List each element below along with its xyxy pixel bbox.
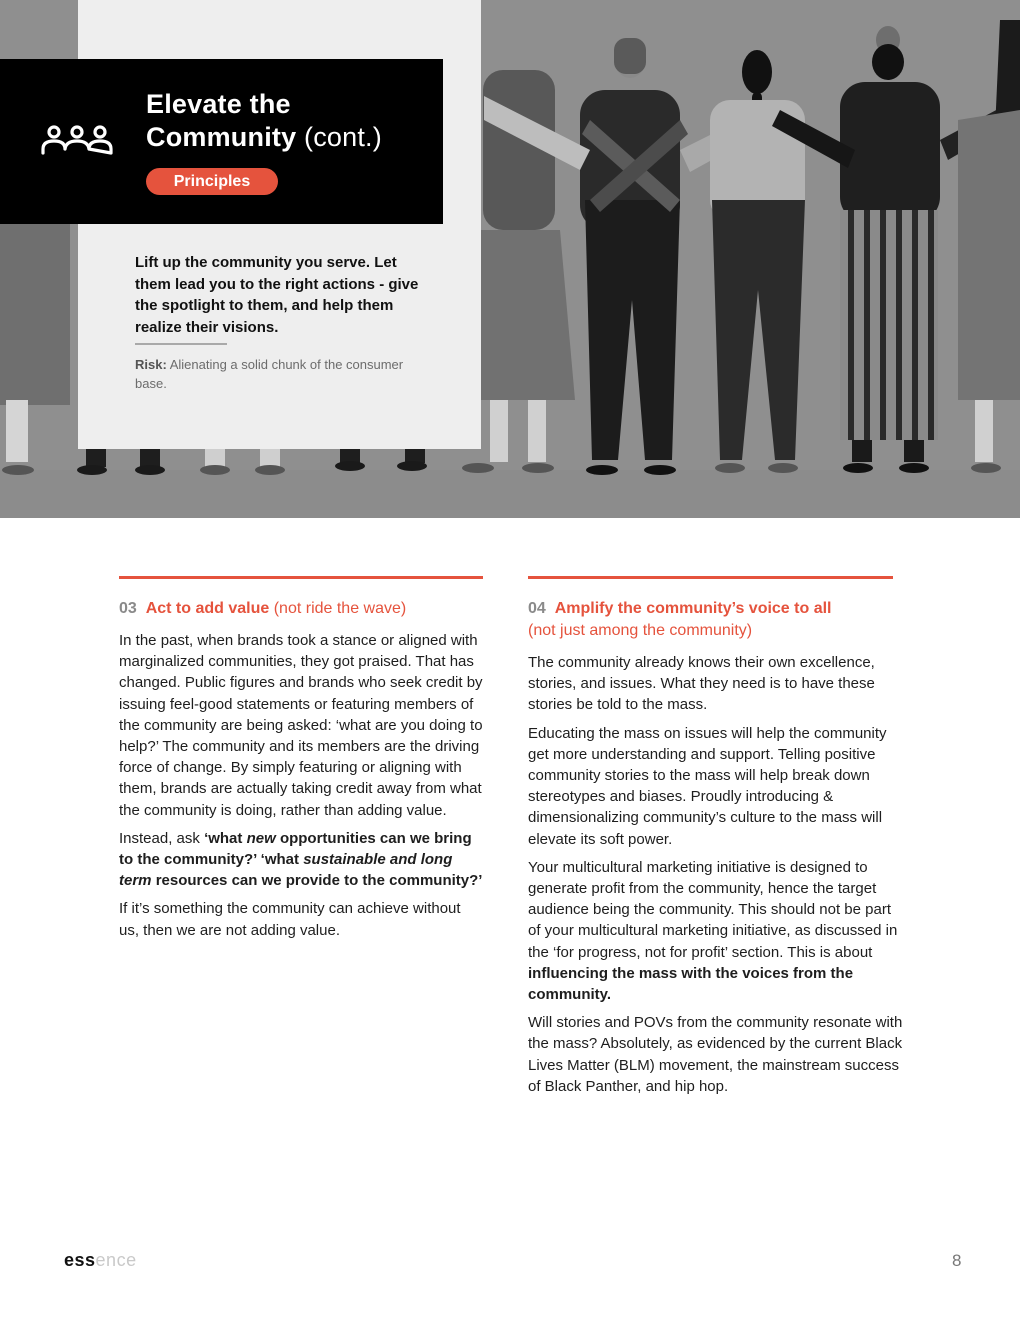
risk-label: Risk:	[135, 357, 167, 372]
section-title: Amplify the community’s voice to all	[554, 600, 832, 617]
paragraph: If it’s something the community can achieve without us, then we are not adding value.	[119, 900, 461, 939]
section-divider	[119, 576, 483, 579]
paragraph: Will stories and POVs from the community resonate with the mass? Absolutely, as evidenced by the current Black Lives Matter (BLM) movement, the mainstream success of Black Panther, and hip hop.	[528, 1014, 903, 1095]
section-heading	[528, 598, 906, 642]
section-divider	[528, 576, 893, 579]
person-figure-left	[0, 220, 70, 475]
paragraph: Your multicultural marketing initiative is designed to generate profit from the community, hence the target audience being the community. This should not be part of your multicultural marketing initiative, as discussed in the ‘for progress, not for profit’ section. This is about influencing the mass with the voices from the community.	[528, 858, 898, 1004]
section-title: Act to add value	[145, 600, 270, 617]
page-number: 8	[952, 1251, 962, 1270]
divider	[135, 343, 227, 345]
risk-text: Alienating a solid chunk of the consumer base.	[135, 357, 404, 391]
paragraph: In the past, when brands took a stance or aligned with marginalized communities, they got praised. That has changed. Public figures and brands who seek credit by issuing feel-good statements or featuring members of the community are being asked: ‘what are you doing to help?’ The community and its members are the driving force of change. By simply featuring or aligning with them, brands are actually taking credit away from what the community is doing, rather than adding value.	[119, 632, 483, 819]
person-figure-braids	[710, 50, 805, 473]
person-figure-right	[958, 20, 1020, 473]
title-bold: Elevate the Community	[146, 89, 297, 152]
paragraph-question: Instead, ask ‘what new opportunities can we bring to the community?’ ‘what sustainable and long term resources can we provide to the community?’	[119, 829, 483, 890]
intro-lede: Lift up the community you serve. Let them lead you to the right actions - give the spotlight to them, and help them realize their visions.	[135, 254, 419, 336]
section-subtitle: (not ride the wave)	[273, 600, 407, 617]
section-subtitle: (not just among the community)	[528, 622, 753, 639]
section-number: 04	[528, 600, 546, 617]
page-title	[146, 88, 436, 154]
section-heading	[119, 598, 483, 620]
paragraph: The community already knows their own excellence, stories, and issues. What they need is to have these stories be told to the mass.	[528, 654, 875, 714]
risk-note	[135, 355, 435, 393]
section-03	[119, 576, 483, 948]
community-people-icon	[40, 122, 114, 158]
section-04	[528, 576, 906, 1104]
title-suffix: (cont.)	[304, 122, 382, 152]
section-number: 03	[119, 600, 137, 617]
essence-logo: essence	[64, 1250, 137, 1270]
principles-badge: Principles	[146, 168, 278, 195]
paragraph: Educating the mass on issues will help the community get more understanding and support. Telling positive community stories to the mass will help break down stereotypes and biases. Proudly introducing & dimensionalizing community’s culture to the mass will elevate its soft power.	[528, 724, 887, 848]
